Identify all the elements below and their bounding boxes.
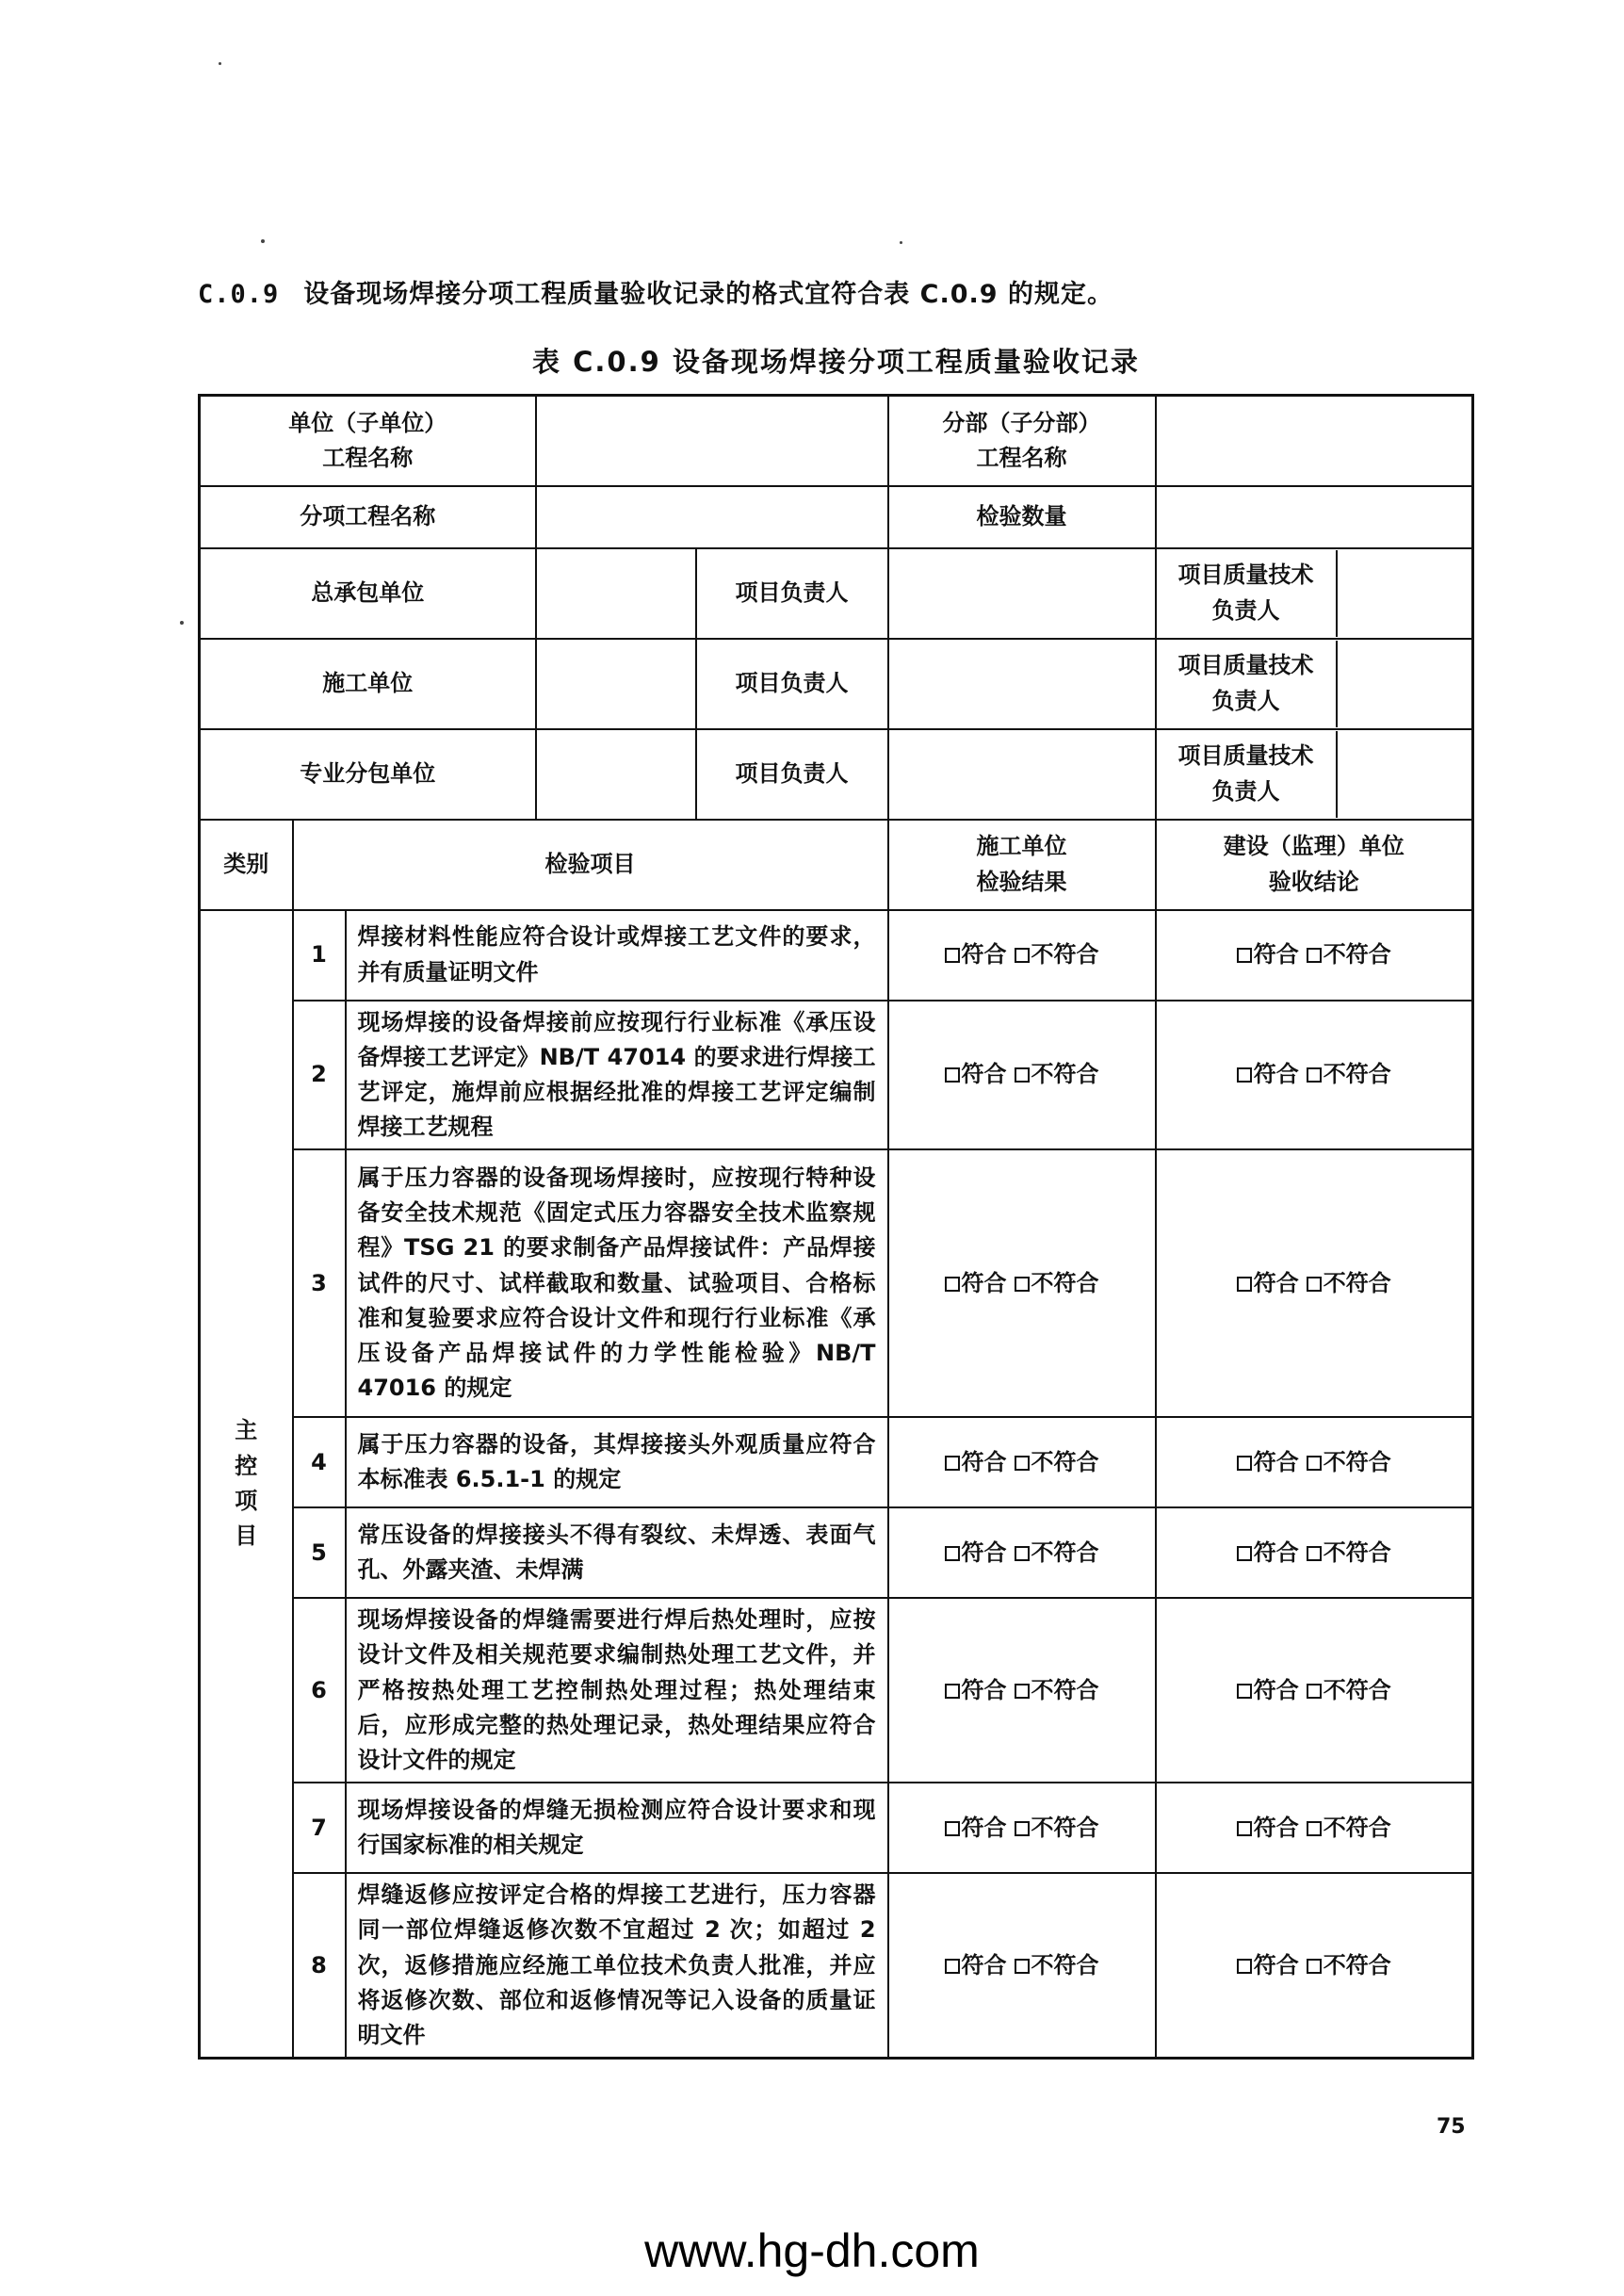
inspection-quantity-field[interactable] [1156,486,1473,548]
option-conform[interactable]: 符合 [945,1811,1007,1846]
party-label: 施工单位 [200,639,536,729]
clause-number: C.0.9 [198,280,280,309]
item-description: 现场焊接设备的焊缝需要进行焊后热处理时，应按设计文件及相关规范要求编制热处理工艺文件，并严格按热处理工艺控制热处理过程；热处理结束后，应形成完整的热处理记录，热处理结果应符合设计文件的规定 [346,1598,888,1783]
checkbox-icon [1307,1821,1322,1836]
scan-speck [219,62,221,65]
option-nonconform[interactable]: 不符合 [1307,1948,1391,1983]
checkbox-icon [945,1684,960,1699]
option-conform[interactable]: 符合 [945,1948,1007,1983]
checkbox-icon [1307,948,1322,963]
table-row [200,1783,1473,1873]
checkbox-icon [1307,1456,1322,1471]
checkbox-icon [1237,948,1252,963]
unit-project-name-label: 单位（子单位） 工程名称 [200,396,536,486]
item-number: 3 [293,1149,346,1417]
item-number: 6 [293,1598,346,1783]
checkbox-icon [945,1546,960,1561]
item-number: 2 [293,1001,346,1150]
division-project-name-field[interactable] [1156,396,1473,486]
checkbox-icon [1015,1067,1030,1083]
tech-lead-cell [1156,548,1473,639]
item-number: 1 [293,910,346,1001]
option-nonconform[interactable]: 不符合 [1015,1057,1099,1092]
checkbox-icon [1237,1546,1252,1561]
item-number: 7 [293,1783,346,1873]
tech-lead-label: 项目质量技术 负责人 [1157,641,1337,727]
option-nonconform[interactable]: 不符合 [1015,1536,1099,1571]
party-label: 总承包单位 [200,548,536,639]
tech-lead-label: 项目质量技术 负责人 [1157,731,1337,818]
project-manager-label: 项目负责人 [696,729,888,820]
item-description: 焊接材料性能应符合设计或焊接工艺文件的要求，并有质量证明文件 [346,910,888,1001]
item-description: 现场焊接设备的焊缝无损检测应符合设计要求和现行国家标准的相关规定 [346,1783,888,1873]
checkbox-icon [945,1821,960,1836]
supervision-conclusion-cell [1156,1149,1473,1417]
table-row [200,1598,1473,1783]
option-conform[interactable]: 符合 [1237,1948,1299,1983]
category-main-control: 主 控 项 目 [200,910,293,2059]
option-nonconform[interactable]: 不符合 [1307,1057,1391,1092]
checkbox-icon [1237,1277,1252,1292]
scan-speck [261,239,265,243]
checkbox-icon [945,1067,960,1083]
option-nonconform[interactable]: 不符合 [1015,1445,1099,1480]
table-row [200,1417,1473,1507]
option-conform[interactable]: 符合 [945,1673,1007,1708]
project-manager-field[interactable] [888,729,1156,820]
intro-text: 设备现场焊接分项工程质量验收记录的格式宜符合表 C.0.9 的规定。 [303,280,1113,309]
option-conform[interactable]: 符合 [1237,937,1299,972]
option-conform[interactable]: 符合 [945,1445,1007,1480]
supervision-conclusion-cell [1156,1598,1473,1783]
tech-lead-field[interactable] [1337,731,1472,818]
item-number: 8 [293,1873,346,2058]
supervision-conclusion-cell [1156,1873,1473,2058]
table-row [200,1001,1473,1150]
option-conform[interactable]: 符合 [945,1057,1007,1092]
checkbox-icon [1237,1959,1252,1974]
option-nonconform[interactable]: 不符合 [1307,1811,1391,1846]
checkbox-icon [1015,1959,1030,1974]
party-name-field[interactable] [536,548,696,639]
item-description: 属于压力容器的设备现场焊接时，应按现行特种设备安全技术规范《固定式压力容器安全技术监察规程》TSG 21 的要求制备产品焊接试件：产品焊接试件的尺寸、试样截取和数量、试验项目、合格标准和复验要求应符合设计文件和现行行业标准《承压设备产品焊接试件的力学性能检验》NB/T 47016 的规定 [346,1149,888,1417]
tech-lead-field[interactable] [1337,550,1472,637]
checkbox-icon [1015,1684,1030,1699]
inspection-quantity-label: 检验数量 [888,486,1156,548]
project-manager-label: 项目负责人 [696,548,888,639]
tech-lead-field[interactable] [1337,641,1472,727]
project-manager-label: 项目负责人 [696,639,888,729]
division-project-name-label: 分部（子分部） 工程名称 [888,396,1156,486]
construction-result-cell [888,1149,1156,1417]
party-label: 专业分包单位 [200,729,536,820]
checkbox-icon [1015,1821,1030,1836]
option-nonconform[interactable]: 不符合 [1307,1266,1391,1301]
item-description: 焊缝返修应按评定合格的焊接工艺进行，压力容器同一部位焊缝返修次数不宜超过 2 次；如超过 2 次，返修措施应经施工单位技术负责人批准，并应将返修次数、部位和返修情况等记入设备的质量证明文件 [346,1873,888,2058]
checkbox-icon [1237,1456,1252,1471]
option-nonconform[interactable]: 不符合 [1307,1536,1391,1571]
option-nonconform[interactable]: 不符合 [1307,1673,1391,1708]
checkbox-icon [1307,1277,1322,1292]
category-column-header: 类别 [200,820,293,910]
option-conform[interactable]: 符合 [1237,1811,1299,1846]
checkbox-icon [1237,1684,1252,1699]
supervision-conclusion-cell [1156,1507,1473,1598]
construction-result-cell [888,1783,1156,1873]
unit-project-name-field[interactable] [536,396,888,486]
item-number: 4 [293,1417,346,1507]
checkbox-icon [945,948,960,963]
option-conform[interactable]: 符合 [1237,1266,1299,1301]
item-description: 现场焊接的设备焊接前应按现行行业标准《承压设备焊接工艺评定》NB/T 47014 的要求进行焊接工艺评定，施焊前应根据经批准的焊接工艺评定编制焊接工艺规程 [346,1001,888,1150]
option-nonconform[interactable]: 不符合 [1015,1948,1099,1983]
checkbox-icon [945,1277,960,1292]
checkbox-icon [945,1959,960,1974]
checkbox-icon [945,1456,960,1471]
option-nonconform[interactable]: 不符合 [1307,937,1391,972]
tech-lead-cell [1156,639,1473,729]
item-number: 5 [293,1507,346,1598]
option-conform[interactable]: 符合 [945,1266,1007,1301]
page-number: 75 [1437,2115,1466,2139]
option-nonconform[interactable]: 不符合 [1015,1673,1099,1708]
checkbox-icon [1015,948,1030,963]
scan-speck [900,241,902,244]
checkbox-icon [1015,1456,1030,1471]
acceptance-record-table [198,394,1474,2060]
checkbox-icon [1237,1821,1252,1836]
option-conform[interactable]: 符合 [945,1536,1007,1571]
watermark: www.hg-dh.com [644,2224,980,2277]
checkbox-icon [1307,1067,1322,1083]
supervision-conclusion-cell [1156,910,1473,1001]
supervision-conclusion-cell [1156,1417,1473,1507]
construction-result-cell [888,910,1156,1001]
inspection-item-column-header: 检验项目 [293,820,888,910]
construction-result-cell [888,1598,1156,1783]
table-row [200,1507,1473,1598]
subitem-name-field[interactable] [536,486,888,548]
option-conform[interactable]: 符合 [1237,1536,1299,1571]
supervision-conclusion-cell [1156,1783,1473,1873]
checkbox-icon [1307,1684,1322,1699]
option-conform[interactable]: 符合 [945,937,1007,972]
conclusion-column-header: 建设（监理）单位 验收结论 [1156,820,1473,910]
table-title: 表 C.0.9 设备现场焊接分项工程质量验收记录 [532,346,1140,378]
table-row [200,1149,1473,1417]
supervision-conclusion-cell [1156,1001,1473,1150]
intro-paragraph [198,273,1113,310]
table-row [200,1873,1473,2058]
subitem-name-label: 分项工程名称 [200,486,536,548]
scan-speck [180,621,184,625]
option-conform[interactable]: 符合 [1237,1673,1299,1708]
party-name-field[interactable] [536,729,696,820]
checkbox-icon [1307,1546,1322,1561]
project-manager-field[interactable] [888,548,1156,639]
construction-result-cell [888,1001,1156,1150]
option-nonconform[interactable]: 不符合 [1015,937,1099,972]
tech-lead-label: 项目质量技术 负责人 [1157,550,1337,637]
party-name-field[interactable] [536,639,696,729]
option-conform[interactable]: 符合 [1237,1057,1299,1092]
option-nonconform[interactable]: 不符合 [1015,1266,1099,1301]
checkbox-icon [1307,1959,1322,1974]
checkbox-icon [1237,1067,1252,1083]
result-column-header: 施工单位 检验结果 [888,820,1156,910]
construction-result-cell [888,1417,1156,1507]
construction-result-cell [888,1873,1156,2058]
project-manager-field[interactable] [888,639,1156,729]
table-row [200,910,1473,1001]
tech-lead-cell [1156,729,1473,820]
item-description: 常压设备的焊接接头不得有裂纹、未焊透、表面气孔、外露夹渣、未焊满 [346,1507,888,1598]
checkbox-icon [1015,1277,1030,1292]
option-nonconform[interactable]: 不符合 [1015,1811,1099,1846]
item-description: 属于压力容器的设备，其焊接接头外观质量应符合本标准表 6.5.1-1 的规定 [346,1417,888,1507]
construction-result-cell [888,1507,1156,1598]
option-conform[interactable]: 符合 [1237,1445,1299,1480]
option-nonconform[interactable]: 不符合 [1307,1445,1391,1480]
checkbox-icon [1015,1546,1030,1561]
